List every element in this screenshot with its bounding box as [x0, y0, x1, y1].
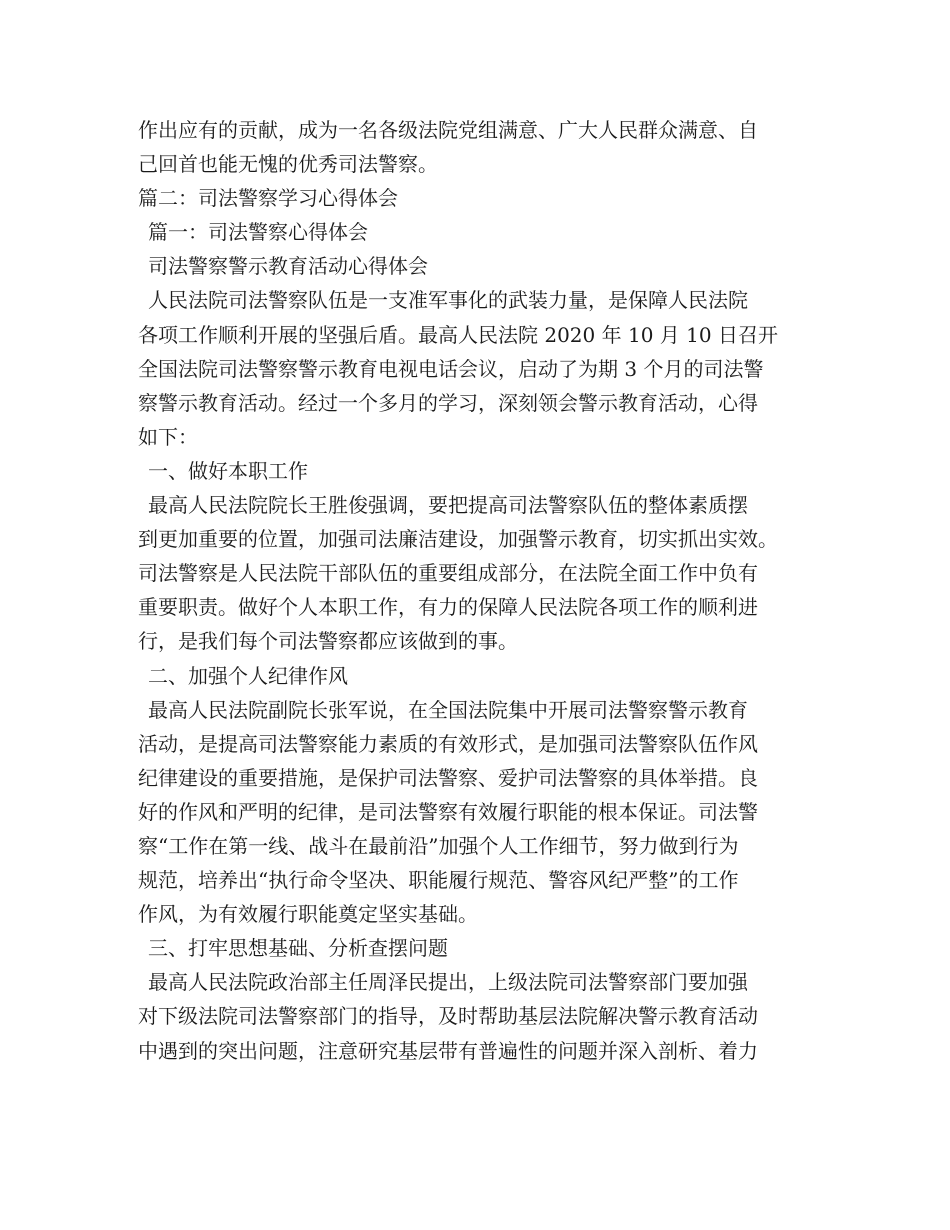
text-line: 如下： [138, 424, 198, 449]
text-line: 各项工作顺利开展的坚强后盾。最高人民法院 2020 年 10 月 10 日召开 [138, 322, 778, 347]
text-line: 全国法院司法警察警示教育电视电话会议，启动了为期 3 个月的司法警 [138, 356, 764, 381]
text-line: 纪律建设的重要措施，是保护司法警察、爱护司法警察的具体举措。良 [138, 765, 758, 790]
document-body [138, 113, 828, 1068]
text-line: 最高人民法院政治部主任周泽民提出，上级法院司法警察部门要加强 [148, 970, 748, 995]
text-line: 最高人民法院院长王胜俊强调，要把提高司法警察队伍的整体素质摆 [148, 493, 748, 518]
text-line: 好的作风和严明的纪律，是司法警察有效履行职能的根本保证。司法警 [138, 799, 758, 824]
text-line: 察警示教育活动。经过一个多月的学习，深刻领会警示教育活动，心得 [138, 390, 758, 415]
article-title: 司法警察警示教育活动心得体会 [148, 254, 428, 279]
text-line: 作风，为有效履行职能奠定坚实基础。 [138, 902, 478, 927]
text-line: 最高人民法院副院长张军说，在全国法院集中开展司法警察警示教育 [148, 697, 748, 722]
text-line: 规范，培养出“执行命令坚决、职能履行规范、警容风纪严整”的工作 [138, 868, 739, 893]
text-line: 己回首也能无愧的优秀司法警察。 [138, 152, 438, 177]
text-line: 人民法院司法警察队伍是一支准军事化的武装力量，是保障人民法院 [148, 288, 748, 313]
section-heading: 篇一：司法警察心得体会 [148, 220, 368, 245]
text-line: 对下级法院司法警察部门的指导，及时帮助基层法院解决警示教育活动 [138, 1004, 758, 1029]
section-heading: 一、做好本职工作 [148, 458, 308, 483]
text-line: 司法警察是人民法院干部队伍的重要组成部分，在法院全面工作中负有 [138, 561, 758, 586]
text-line: 重要职责。做好个人本职工作，有力的保障人民法院各项工作的顺利进 [138, 595, 758, 620]
text-line: 作出应有的贡献，成为一名各级法院党组满意、广大人民群众满意、自 [138, 118, 758, 142]
text-line: 察“工作在第一线、战斗在最前沿”加强个人工作细节，努力做到行为 [138, 833, 739, 858]
text-line: 到更加重要的位置，加强司法廉洁建设，加强警示教育，切实抓出实效。 [138, 527, 778, 552]
text-line: 中遇到的突出问题，注意研究基层带有普遍性的问题并深入剖析、着力 [138, 1038, 758, 1063]
section-heading: 篇二：司法警察学习心得体会 [138, 186, 398, 211]
text-line: 活动，是提高司法警察能力素质的有效形式，是加强司法警察队伍作风 [138, 731, 758, 756]
section-heading: 二、加强个人纪律作风 [148, 663, 348, 688]
section-heading: 三、打牢思想基础、分析查摆问题 [148, 936, 448, 961]
text-line: 行，是我们每个司法警察都应该做到的事。 [138, 629, 518, 654]
